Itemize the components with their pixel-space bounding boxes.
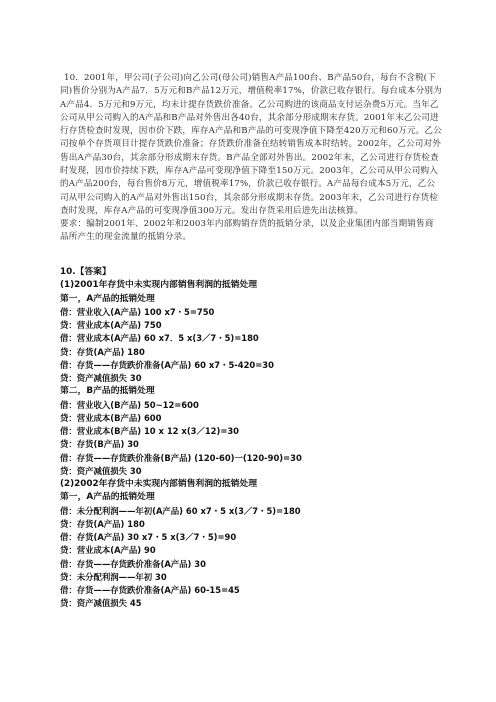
journal-entry-line: 贷：未分配利润——年初 30	[60, 571, 167, 582]
answer-heading: 第一，A产品的抵销处理	[60, 492, 155, 503]
journal-entry-line: 贷：营业成本(A产品) 90	[60, 545, 156, 556]
journal-entry-line: 借：未分配利润——年初(A产品) 60 x7・5 x(3／7・5)=180	[60, 505, 301, 516]
journal-entry-line: 贷：存货(A产品) 180	[60, 518, 145, 529]
answer-heading: 第一，A产品的抵销处理	[60, 293, 155, 304]
answer-section	[60, 266, 450, 611]
journal-entry-line: 贷：资产减值损失 45	[60, 598, 142, 609]
journal-entry-line: 贷：资产减值损失 30	[60, 373, 142, 383]
journal-entry-line: 贷：资产减值损失 30	[60, 465, 142, 476]
requirement-text: 要求：编制2001年、2002年和2003年内部购销存货的抵销分录，以及企业集团内部当期销售商品所产生的现金流量的抵销分录。	[60, 219, 434, 243]
answer-heading: (2)2002年存货中未实现内部销售利润的抵销处理	[60, 479, 257, 489]
problem-statement: 10．2001年，甲公司(子公司)向乙公司(母公司)销售A产品100台、B产品50台，每台不含税(下同)售价分别为A产品7．5万元和B产品12万元，增值税率17%，价款已收存银行。每台成本分别为A产品4．5万元和9万元，均未计提存货跌价准备。乙公司购进的该商品支付运杂费5万元。当年乙公司从甲公司购入的A产品和B产品对外售出各40台，其余部分形成期末存货。2001年末乙公司进行存货检查时发现，因市价下跌，库存A产品和B产品的可变现净值下降至420万元和60万元。乙公司按单个存货项目计提存货跌价准备；存货跌价准备在结转销售成本时结转。2002年，乙公司对外售出A产品30台，其余部分形成期末存货。B产品全部对外售出。2002年末，乙公司进行存货检查时发现，因市价持续下跌，库存A产品可变现净值下降至150万元。2003年，乙公司从甲公司购入的A产品200台，每台售价8万元，增值税率17%，价款已收存银行。A产品每台成本5万元，乙公司从甲公司购入的A产品对外售出150台，其余部分形成期末存货。2003年末，乙公司进行存货检查时发现，库存A产品的可变现净值300万元。发出存货采用后进先出法核算。	[60, 73, 442, 216]
answer-heading: (1)2001年存货中未实现内部销售利润的抵销处理	[60, 280, 257, 291]
journal-entry-line: 借：营业收入(A产品) 100 x7・5=750	[60, 306, 215, 317]
answer-heading: 10.【答案】	[60, 267, 111, 277]
journal-entry-line: 借：存货——存货跌价准备(A产品) 60-15=45	[60, 585, 240, 595]
journal-entry-line: 借：存货——存货跌价准备(A产品) 30	[60, 558, 206, 569]
journal-entry-line: 贷：存货(A产品) 180	[60, 346, 145, 357]
journal-entry-line: 借：营业成本(A产品) 60 x7．5 x(3／7・5)=180	[60, 333, 259, 344]
answer-heading: 第二，B产品的抵销处理	[60, 386, 155, 397]
journal-entry-line: 借：存货——存货跌价准备(A产品) 60 x7・5-420=30	[60, 359, 274, 370]
journal-entry-line: 贷：营业成本(B产品) 600	[60, 412, 162, 423]
journal-entry-line: 借：存货(A产品) 30 x7・5 x(3／7・5)=90	[60, 532, 237, 542]
journal-entry-line: 借：营业成本(B产品) 10 x 12 x(3／12)=30	[60, 426, 239, 436]
journal-entry-line: 借：营业收入(B产品) 50~12=600	[60, 399, 199, 410]
journal-entry-line: 贷：营业成本(A产品) 750	[60, 320, 162, 330]
journal-entry-line: 贷：存货(B产品) 30	[60, 439, 139, 450]
journal-entry-line: 借：存货——存货跌价准备(B产品) (120-60)一(120-90)=30	[60, 452, 302, 463]
